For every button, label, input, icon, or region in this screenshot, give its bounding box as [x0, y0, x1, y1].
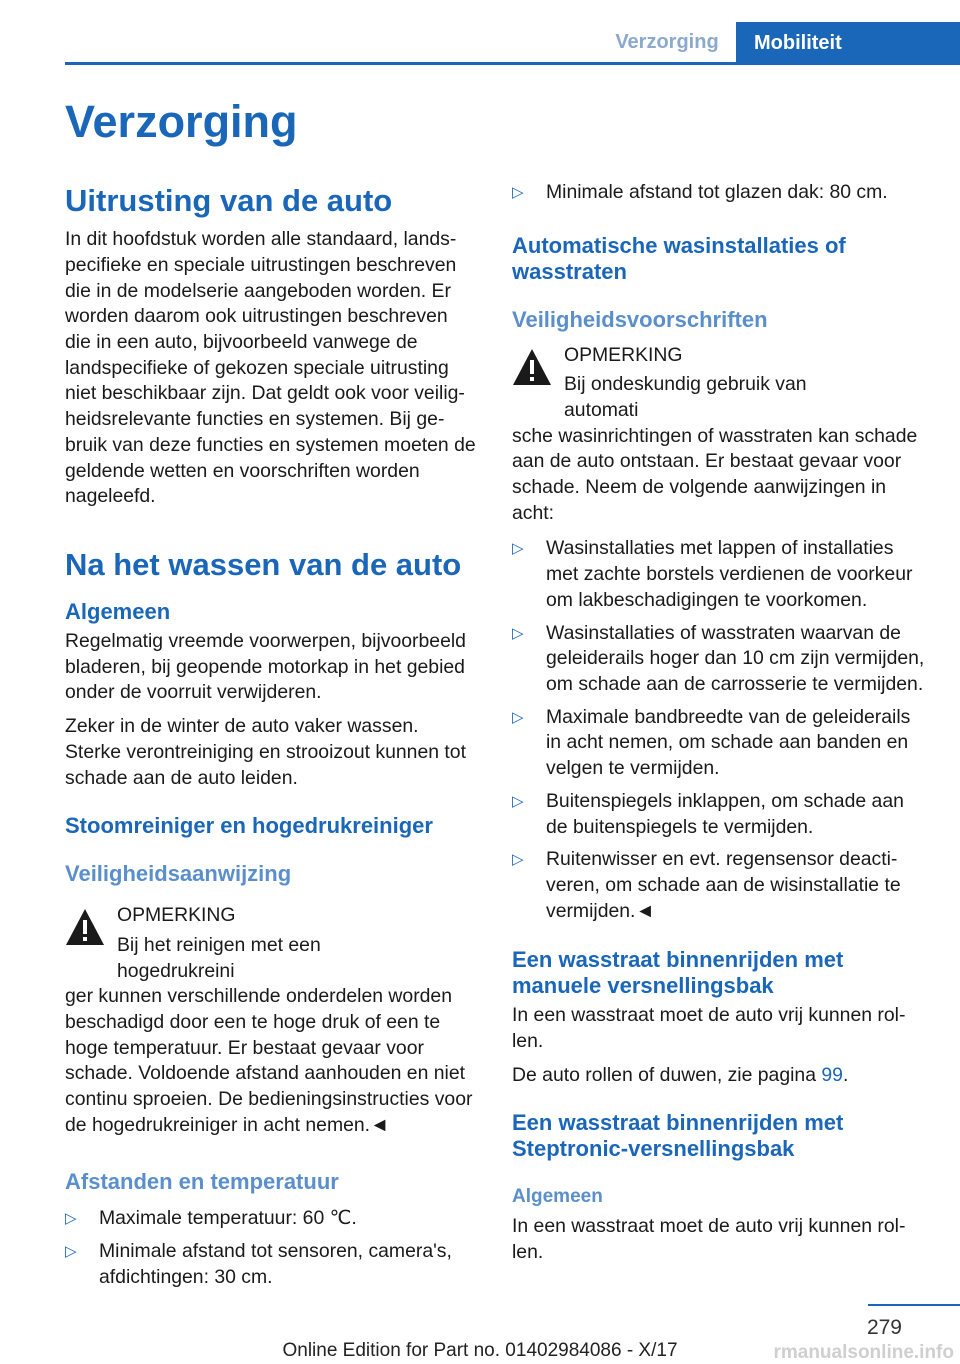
list-item: ▷ Minimale afstand tot sensoren, camera's, afdichtingen: 30 cm. [65, 1240, 452, 1288]
warning-triangle-icon [512, 347, 552, 387]
triangle-right-bullet-icon: ▷ [512, 624, 524, 642]
list-item: ▷ Buitenspiegels inklappen, om schade aan de buitenspiegels te vermijden. [512, 789, 904, 838]
section-heading-uitrusting: Uitrusting van de auto [65, 183, 393, 218]
paragraph-algemeen-1: Regelmatig vreemde voorwerpen, bijvoorbeeld bladeren, bij geopende motorkap in het gebied onder de voorruit verwijderen. [65, 630, 466, 704]
subheading-algemeen: Algemeen [65, 599, 171, 625]
triangle-right-bullet-icon: ▷ [512, 540, 524, 558]
list-item: ▷ Maximale temperatuur: 60 ℃. [65, 1206, 477, 1232]
warning-text-start: Bij ondeskundig gebruik van automati [564, 373, 807, 421]
triangle-right-bullet-icon: ▷ [512, 708, 524, 726]
triangle-right-bullet-icon: ▷ [512, 792, 524, 810]
triangle-right-bullet-icon: ▷ [65, 1210, 77, 1228]
warning-text-start: Bij het reinigen met een hogedrukreini [117, 933, 321, 982]
chapter-title: Verzorging [65, 96, 298, 147]
subheading-veiligheidsvoorschriften: Veiligheidsvoorschriften [512, 306, 768, 332]
list-item: ▷ Ruitenwisser en evt. regensensor deactiveren, om schade aan de wisinstallatie te vermijden.◄ [512, 848, 901, 922]
triangle-right-bullet-icon: ▷ [65, 1243, 77, 1261]
page-number: 279 [866, 1316, 902, 1339]
subheading-stoomreiniger: Stoomreiniger en hogedrukreiniger [65, 813, 433, 839]
warning-text: ger kunnen verschillende onderdelen worden beschadigd door een te hoge druk of een te hoge temperatuur. Er bestaat gevaar voor schade. Voldoende afstand aanhouden en niet continu sproeien. De bedieningsinstructies voor de hogedrukreiniger in acht nemen.◄ [65, 985, 473, 1136]
list-item: ▷ Wasinstallaties met lappen of installaties met zachte borstels verdienen de voorkeur om lakbeschadigingen te voorkomen. [512, 537, 913, 611]
subheading-steptronic: Een wasstraat binnenrijden met Steptronic-versnellingsbak [512, 1110, 844, 1162]
left-column [65, 182, 477, 1298]
watermark: rmanualsonline.info [773, 1342, 954, 1363]
page-number-rule [868, 1304, 960, 1306]
subheading-automatische: Automatische wasinstallaties of wasstraten [512, 232, 846, 284]
tab-mobiliteit[interactable]: Mobiliteit [736, 22, 960, 65]
tab-verzorging[interactable]: Verzorging [615, 31, 719, 53]
right-column [512, 180, 926, 1266]
warning-text: sche wasinrichtingen of wasstraten kan schade aan de auto ontstaan. Er bestaat gevaar voor schade. Neem de volgende aanwijzingen in acht: [512, 424, 918, 524]
warning-block [65, 903, 477, 984]
list-item: ▷ Minimale afstand tot glazen dak: 80 cm. [512, 180, 926, 206]
warning-triangle-icon [65, 907, 105, 947]
bullet-list-afstanden [65, 1206, 477, 1290]
paragraph-manuele: In een wasstraat moet de auto vrij kunnen rollen. [512, 1004, 906, 1052]
warning-title: OPMERKING [564, 343, 683, 366]
triangle-right-bullet-icon: ▷ [512, 184, 524, 201]
warning-block [512, 343, 926, 424]
list-item: ▷ Wasinstallaties of wasstraten waarvan de geleiderails hoger dan 10 cm zijn vermijden, om schade aan de carrosserie te vermijden. [512, 621, 925, 695]
paragraph-rollen: De auto rollen of duwen, zie pagina 99. [512, 1063, 849, 1086]
paragraph-algemeen-2: Zeker in de winter de auto vaker wassen. Sterke verontreiniging en strooizout kunnen tot schade aan de auto leiden. [65, 715, 466, 789]
paragraph-uitrusting: In dit hoofdstuk worden alle standaard, landspecifieke en speciale uitrustingen beschreven die in de modelserie aangeboden worden. Er worden daarom ook uitrustingen beschreven die in een auto, bijvoorbeeld vanwege de landspecifieke of gekozen speciale uitrusting niet beschikbaar zijn. Dat geldt ook voor veiligheidsrelevante functies en systemen. Bij gebruik van deze functies en systemen moeten de geldende wetten en voorschriften worden nageleefd. [65, 228, 476, 508]
subheading-algemeen-right: Algemeen [512, 1186, 603, 1208]
subheading-veiligheidsaanwijzing: Veiligheidsaanwijzing [65, 861, 292, 887]
subheading-afstanden: Afstanden en temperatuur [65, 1168, 339, 1194]
bullet-list-wasinstallaties [512, 536, 926, 924]
warning-title: OPMERKING [117, 904, 236, 927]
section-heading-na-wassen: Na het wassen van de auto [65, 546, 462, 582]
paragraph-steptronic: In een wasstraat moet de auto vrij kunnen rollen. [512, 1215, 906, 1263]
list-item: ▷ Maximale bandbreedte van de geleiderails in acht nemen, om schade aan banden en velgen te vermijden. [512, 705, 911, 780]
subheading-manuele: Een wasstraat binnenrijden met manuele versnellingsbak [512, 947, 844, 999]
triangle-right-bullet-icon: ▷ [512, 851, 524, 869]
bullet-list-top [512, 180, 926, 206]
page-link[interactable]: 99 [821, 1063, 843, 1086]
footer-edition: Online Edition for Part no. 01402984086 - X/17 [282, 1340, 678, 1361]
